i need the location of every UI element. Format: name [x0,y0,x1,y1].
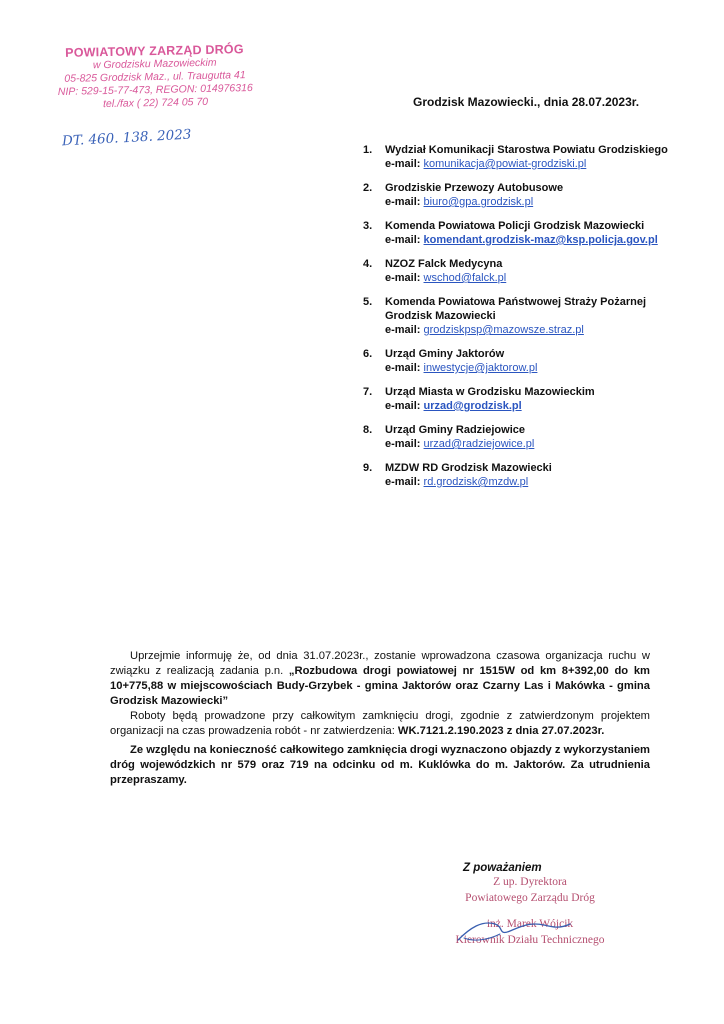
email-link[interactable]: urzad@radziejowice.pl [423,438,535,450]
recipient-number: 2. [363,182,373,194]
email-label: e-mail: [385,196,421,208]
stamp-authorization: Z up. Dyrektora [493,876,567,888]
recipient-name: Wydział Komunikacji Starostwa Powiatu Grodziskiego [385,144,668,156]
email-link[interactable]: biuro@gpa.grodzisk.pl [423,196,534,208]
email-link[interactable]: wschod@falck.pl [423,272,507,284]
signatory-position: Kierownik Działu Technicznego [455,934,605,946]
paragraph-detour: Ze względu na konieczność całkowitego zamknięcia drogi wyznaczono objazdy z wykorzystaniem dróg wojewódzkich nr 579 oraz 719 na odcinku od m. Kuklówka do m. Jaktorów. Za utrudnienia przepraszamy. [110,744,650,786]
closing-regards: Z poważaniem [463,862,542,874]
email-link[interactable]: grodziskpsp@mazowsze.straz.pl [423,324,584,336]
recipient-number: 8. [363,424,373,436]
institution-stamp [51,42,258,112]
email-label: e-mail: [385,400,421,412]
email-link[interactable]: komunikacja@powiat-grodziski.pl [423,158,587,170]
recipient-number: 4. [363,258,373,270]
recipient-item [363,461,693,489]
email-label: e-mail: [385,158,421,170]
recipient-number: 1. [363,144,373,156]
task-title: „Rozbudowa drogi powiatowej nr 1515W od km 8+392,00 do km 10+775,88 w miejscowościach Budy-Grzybek - gmina Jaktorów oraz Czarny Las i Makówka - gmina Grodzisk Mazowiecki” [110,665,650,707]
stamp-office: Powiatowego Zarządu Dróg [465,892,595,904]
announcement-intro: Uprzejmie informuję że, od dnia 31.07.2023r., zostanie wprowadzona czasowa organizacja ruchu w związku z realizacją zadania p.n. [110,650,650,677]
recipient-name: Komenda Powiatowa Państwowej Straży Pożarnej Grodzisk Mazowiecki [385,296,647,322]
recipient-item [363,143,693,171]
recipient-name: Urząd Miasta w Grodzisku Mazowieckim [385,386,595,398]
recipient-item [363,181,693,209]
recipient-name: Urząd Gminy Radziejowice [385,424,525,436]
recipient-name: Grodziskie Przewozy Autobusowe [385,182,564,194]
works-text: Roboty będą prowadzone przy całkowitym zamknięciu drogi, zgodnie z zatwierdzonym projektem organizacji na czas prowadzenia robót - nr zatwierdzenia: [110,710,650,737]
recipient-number: 3. [363,220,373,232]
handwritten-signature [440,898,580,948]
email-link[interactable]: inwestycje@jaktorow.pl [423,362,538,374]
email-label: e-mail: [385,272,421,284]
email-label: e-mail: [385,362,421,374]
email-link[interactable]: rd.grodzisk@mzdw.pl [423,476,529,488]
recipient-number: 6. [363,348,373,360]
recipient-name: NZOZ Falck Medycyna [385,258,503,270]
stamp-phone: tel./fax ( 22) 724 05 70 [102,95,209,111]
paragraph-announcement [110,649,650,709]
recipient-number: 7. [363,386,373,398]
reference-number: DT. 460. 138. 2023 [61,126,192,150]
recipient-item [363,295,693,337]
recipient-item [363,257,693,285]
email-label: e-mail: [385,476,421,488]
recipient-number: 5. [363,296,373,308]
recipient-item [363,385,693,413]
email-link[interactable]: urzad@grodzisk.pl [423,400,522,412]
stamp-address: 05-825 Grodzisk Maz., ul. Traugutta 41 [64,69,246,85]
email-label: e-mail: [385,324,421,336]
recipient-name: MZDW RD Grodzisk Mazowiecki [385,462,552,474]
place-and-date: Grodzisk Mazowiecki., dnia 28.07.2023r. [413,95,640,109]
recipient-item [363,423,693,451]
stamp-tax-ids: NIP: 529-15-77-473, REGON: 014976316 [57,81,253,99]
email-label: e-mail: [385,234,421,246]
recipient-list [363,143,693,499]
stamp-location: w Grodzisku Mazowieckim [92,56,217,72]
approval-number: WK.7121.2.190.2023 z dnia 27.07.2023r. [397,725,605,737]
recipient-name: Urząd Gminy Jaktorów [385,348,505,360]
recipient-name: Komenda Powiatowa Policji Grodzisk Mazowiecki [385,220,645,232]
recipient-item [363,219,693,247]
letter-body [110,649,650,788]
email-label: e-mail: [385,438,421,450]
paragraph-works [110,709,650,739]
stamp-title: POWIATOWY ZARZĄD DRÓG [65,42,244,60]
signatory-name: inż. Marek Wójcik [486,918,574,930]
email-link[interactable]: komendant.grodzisk-maz@ksp.policja.gov.pl [423,234,658,246]
recipient-number: 9. [363,462,373,474]
recipient-item [363,347,693,375]
